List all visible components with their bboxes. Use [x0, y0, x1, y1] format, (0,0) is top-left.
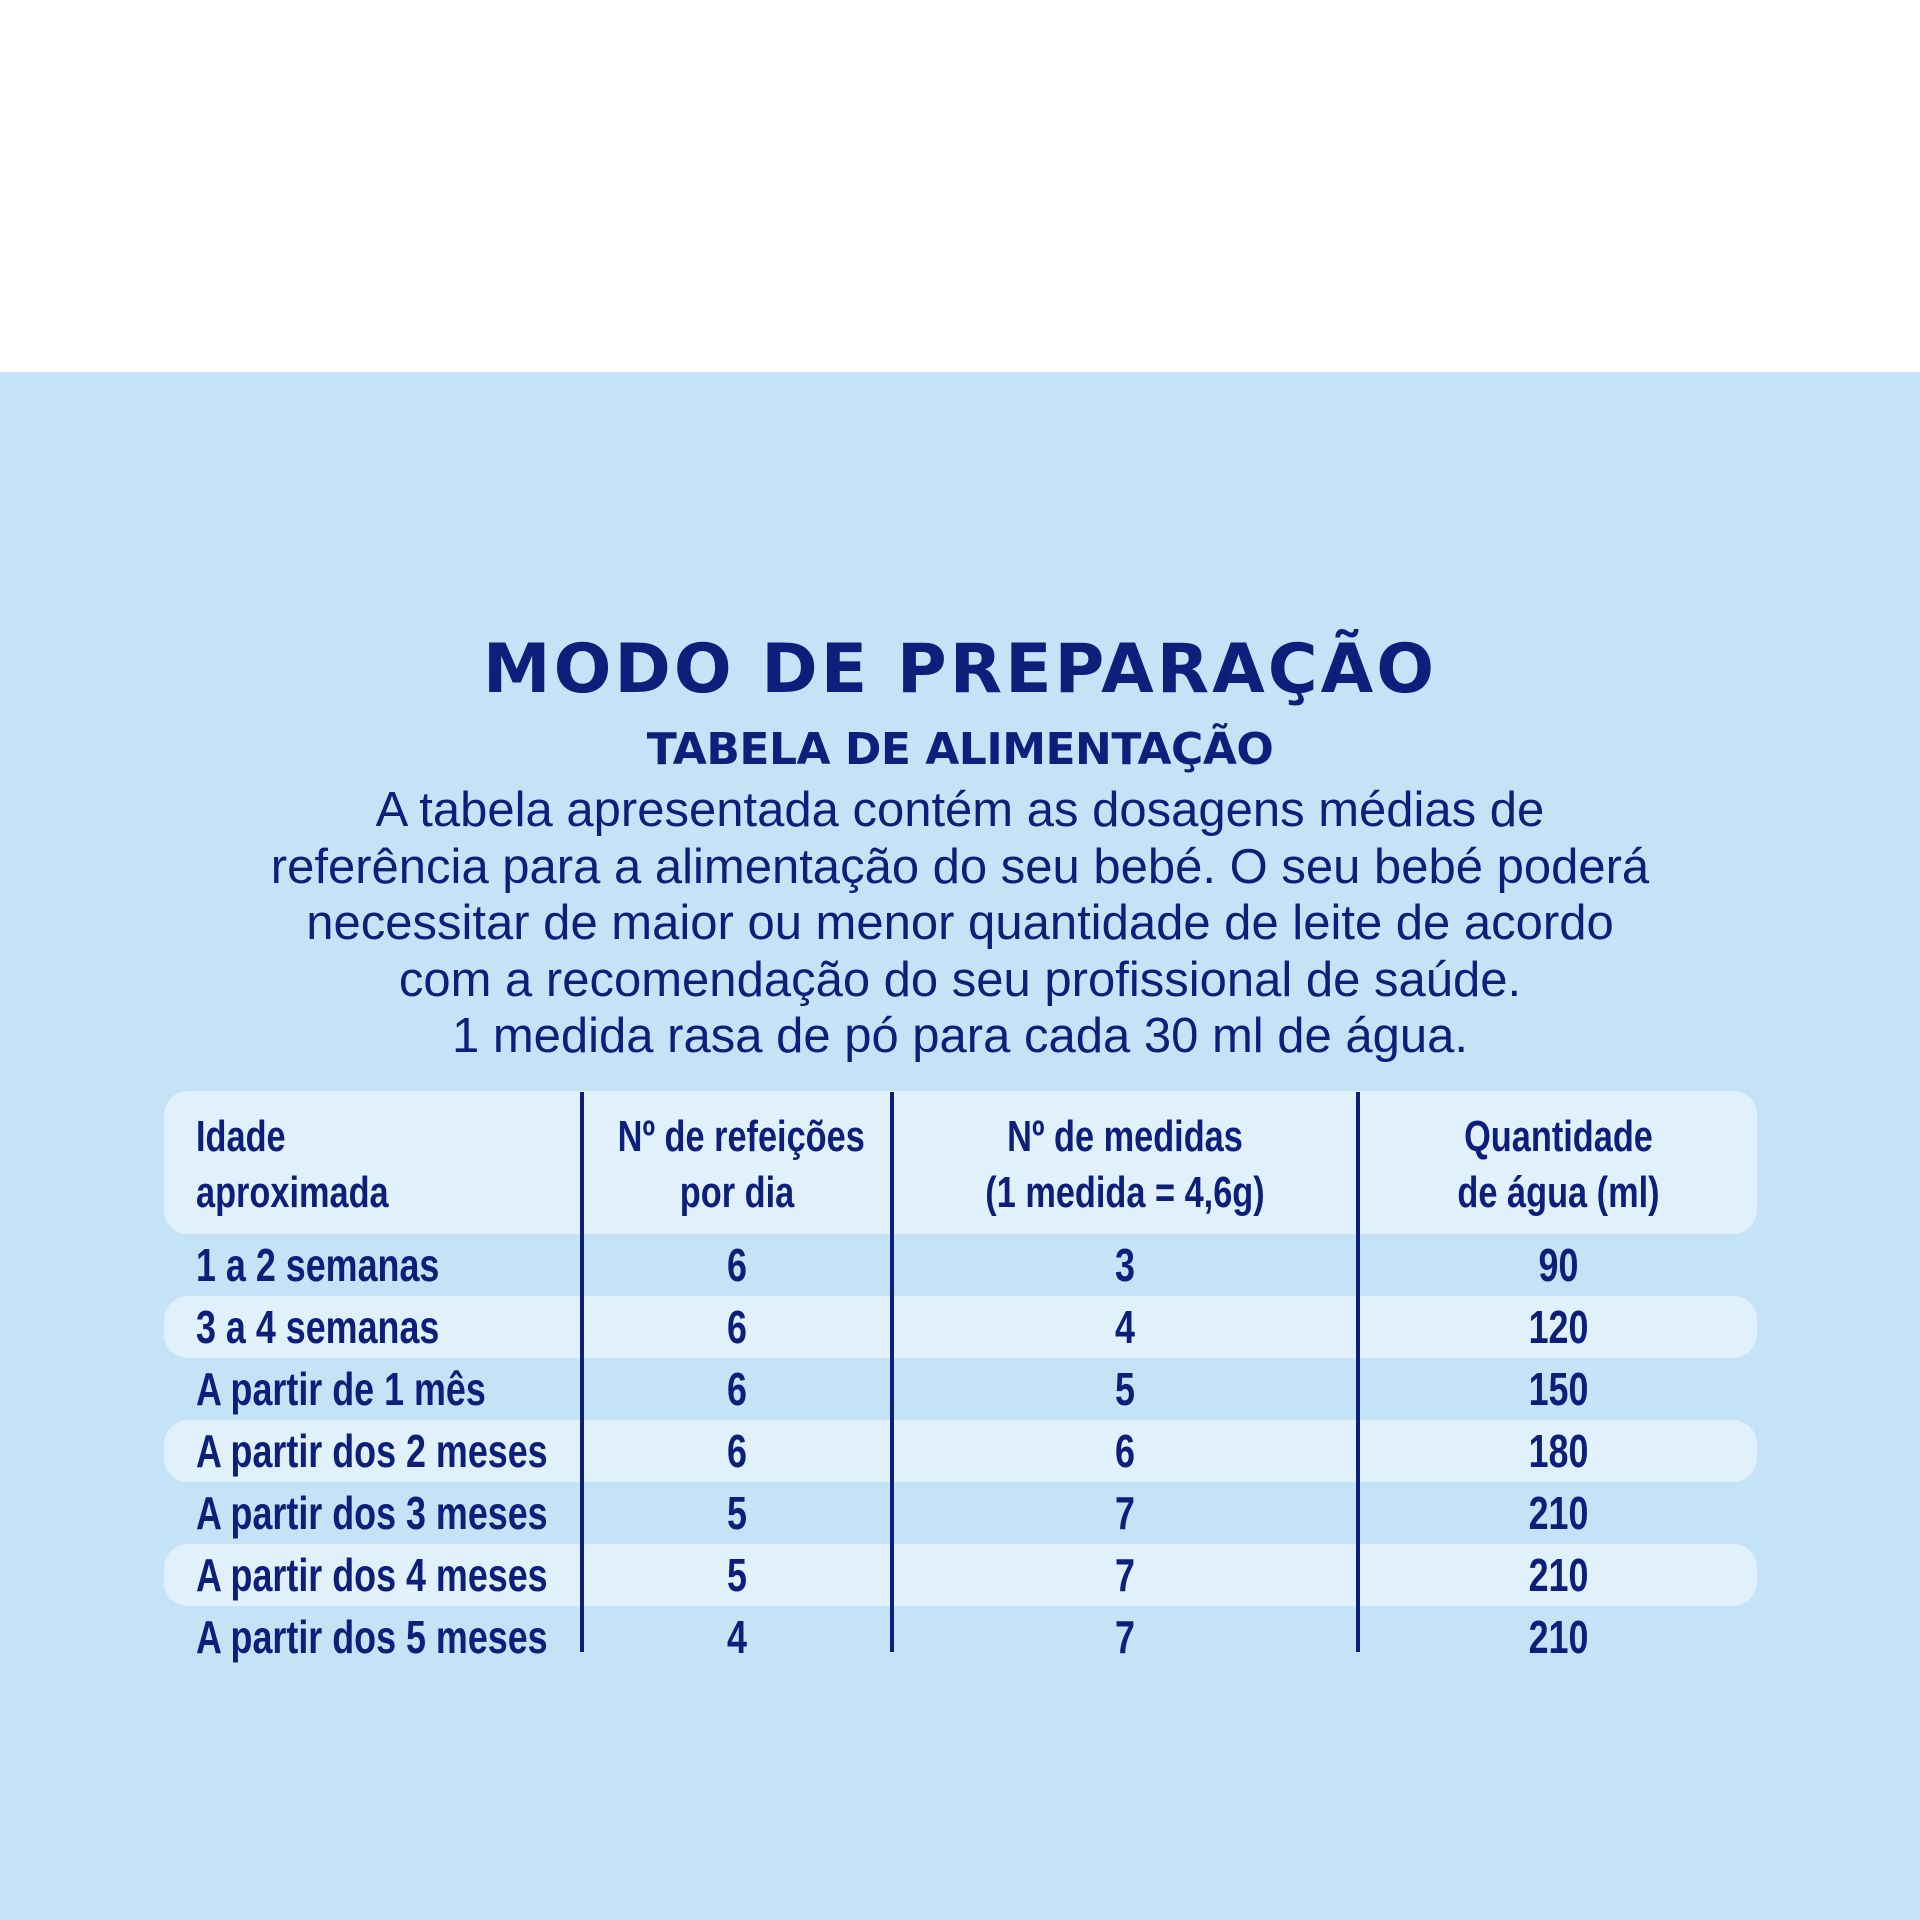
cell-water: 210 [1528, 1549, 1589, 1601]
cell-water: 180 [1528, 1425, 1589, 1477]
cell-water: 210 [1528, 1487, 1589, 1539]
cell-scoops: 7 [1115, 1611, 1135, 1663]
cell-water: 90 [1538, 1239, 1579, 1291]
cell-scoops: 5 [1115, 1363, 1135, 1415]
column-divider [890, 1092, 894, 1652]
cell-scoops: 7 [1115, 1549, 1135, 1601]
cell-age: A partir dos 2 meses [196, 1425, 548, 1477]
cell-scoops: 7 [1115, 1487, 1135, 1539]
description-line: A tabela apresentada contém as dosagens médias de [375, 783, 1545, 837]
description-line: referência para a alimentação do seu bebé. O seu bebé poderá [270, 839, 1650, 894]
cell-scoops: 4 [1115, 1301, 1135, 1353]
description [150, 782, 1770, 1065]
cell-age: A partir dos 3 meses [196, 1487, 548, 1539]
cell-water: 150 [1528, 1363, 1589, 1415]
cell-meals: 5 [727, 1549, 747, 1601]
cell-scoops: 6 [1115, 1425, 1135, 1477]
top-blank-area [0, 0, 1920, 372]
cell-meals: 6 [727, 1425, 747, 1477]
cell-age: A partir dos 4 meses [196, 1549, 548, 1601]
header-scoops: Nº de medidas (1 medida = 4,6g) [985, 1112, 1265, 1217]
description-line: necessitar de maior ou menor quantidade de leite de acordo [306, 896, 1614, 950]
cell-water: 210 [1528, 1611, 1589, 1663]
cell-age: 1 a 2 semanas [196, 1239, 440, 1291]
section-subtitle: TABELA DE ALIMENTAÇÃO [646, 724, 1274, 775]
cell-meals: 5 [727, 1487, 747, 1539]
header-water: Quantidade de água (ml) [1457, 1112, 1660, 1217]
feeding-table [164, 1091, 1757, 1663]
column-divider [1356, 1092, 1360, 1652]
section-title: MODO DE PREPARAÇÃO [482, 630, 1438, 709]
cell-water: 120 [1528, 1301, 1589, 1353]
cell-age: A partir de 1 mês [196, 1363, 486, 1415]
cell-scoops: 3 [1115, 1239, 1135, 1291]
description-line: 1 medida rasa de pó para cada 30 ml de água. [451, 1009, 1469, 1063]
cell-age: A partir dos 5 meses [196, 1611, 548, 1663]
cell-meals: 6 [727, 1301, 747, 1353]
description-line: com a recomendação do seu profissional de saúde. [398, 952, 1522, 1007]
cell-age: 3 a 4 semanas [196, 1301, 440, 1353]
cell-meals: 4 [727, 1611, 747, 1663]
header-age: Idade aproximada [196, 1112, 389, 1217]
column-divider [580, 1092, 584, 1652]
cell-meals: 6 [727, 1239, 747, 1291]
cell-meals: 6 [727, 1363, 747, 1415]
header-meals: Nº de refeições por dia [617, 1112, 865, 1217]
